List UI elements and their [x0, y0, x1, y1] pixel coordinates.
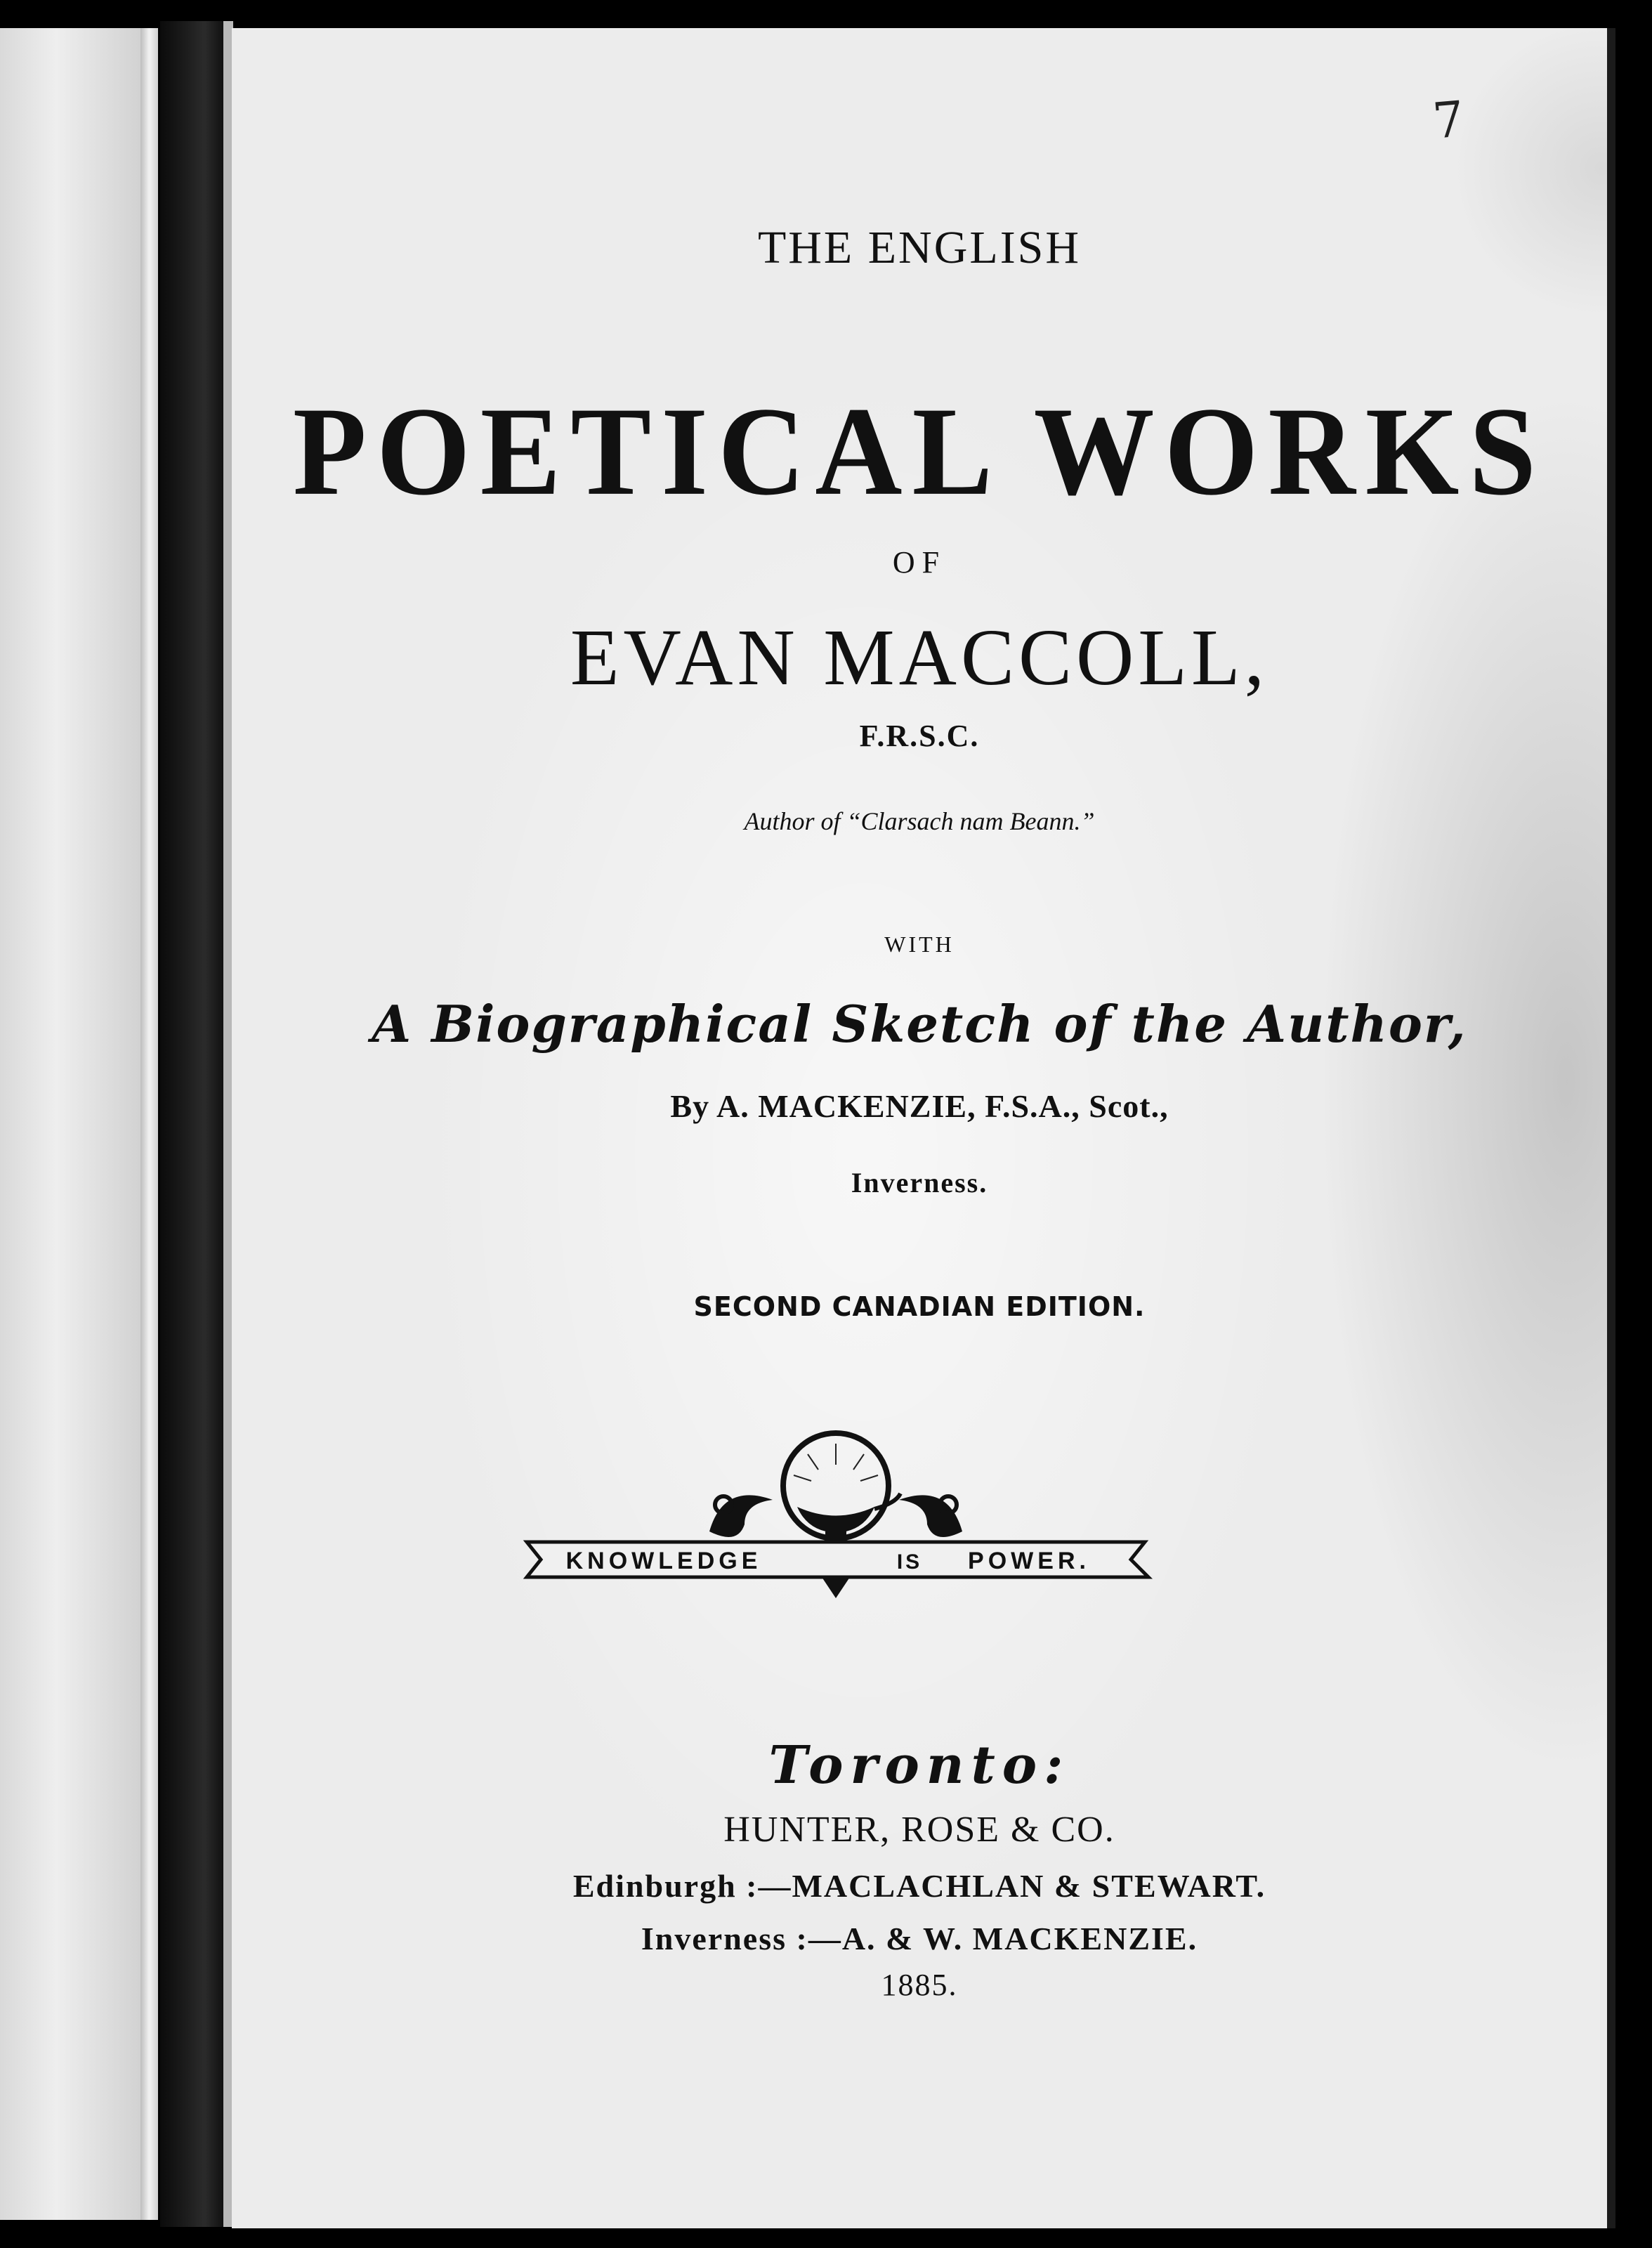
title-line-1: THE ENGLISH	[757, 222, 1082, 273]
lamp-emblem	[513, 1426, 1159, 1609]
title-of: OF	[892, 545, 947, 580]
by-line: By A. MACKENZIE, F.S.A., Scot.,	[670, 1088, 1169, 1124]
with-label: WITH	[884, 932, 955, 957]
imprint-inverness: Inverness :—A. & W. MACKENZIE.	[641, 1921, 1198, 1956]
main-title: POETICAL WORKS	[292, 381, 1547, 522]
sun-rays-icon	[794, 1444, 878, 1481]
book-spine	[160, 21, 223, 2227]
page-fold	[140, 28, 158, 2220]
motto-left: KNOWLEDGE	[565, 1548, 762, 1574]
page-number: 7	[1430, 90, 1467, 150]
imprint-year: 1885.	[881, 1968, 958, 2002]
left-scroll-icon	[709, 1495, 773, 1537]
author-name: EVAN MACCOLL,	[570, 613, 1269, 702]
imprint-publisher: HUNTER, ROSE & CO.	[723, 1810, 1115, 1850]
biography-line: A Biographical Sketch of the Author,	[372, 994, 1467, 1054]
author-note: Author of “Clarsach nam Beann.”	[744, 807, 1095, 835]
location-line: Inverness.	[851, 1167, 988, 1198]
imprint-edinburgh: Edinburgh :—MACLACHLAN & STEWART.	[572, 1868, 1266, 1904]
imprint-city: Toronto:	[768, 1735, 1070, 1796]
author-degree: F.R.S.C.	[859, 719, 980, 753]
previous-page-edge	[0, 28, 140, 2220]
motto-mid: IS	[896, 1550, 923, 1574]
right-scroll-icon	[899, 1495, 962, 1537]
edition-line: SECOND CANADIAN EDITION.	[693, 1291, 1146, 1322]
motto-right: POWER.	[968, 1548, 1090, 1574]
banner-drop-icon	[822, 1577, 850, 1598]
